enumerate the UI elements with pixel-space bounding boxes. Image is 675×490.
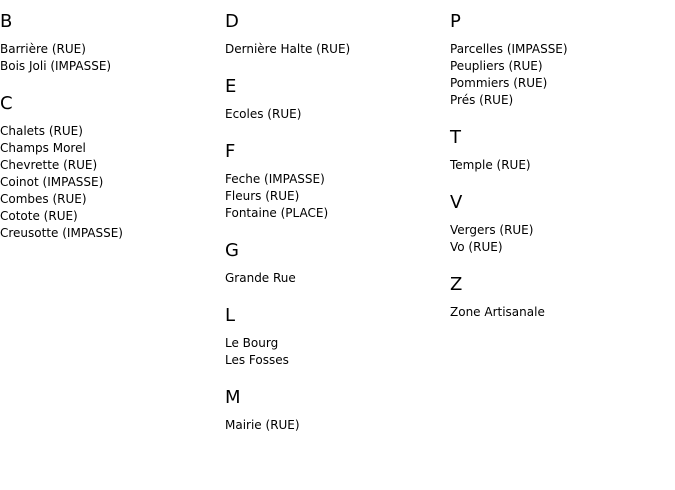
street-item: Bois Joli (IMPASSE) [0,59,112,73]
letter-heading-z: Z [450,274,463,295]
letter-section-p [450,11,670,109]
street-item: Creusotte (IMPASSE) [0,226,123,240]
street-list-l [225,335,445,369]
street-list-t [450,157,670,174]
letter-heading-l: L [225,305,236,326]
letter-heading-p: P [450,11,461,32]
letter-heading-f: F [225,141,236,162]
street-item: Zone Artisanale [450,305,545,319]
index-column-3 [450,11,670,339]
street-list-p [450,41,670,109]
letter-section-d [225,11,445,58]
letter-section-z [450,274,670,321]
street-item: Le Bourg [225,336,279,350]
index-column-2 [225,11,445,452]
letter-section-f [225,141,445,222]
street-list-g [225,270,445,287]
street-item: Vergers (RUE) [450,223,534,237]
street-item: Feche (IMPASSE) [225,172,325,186]
letter-heading-v: V [450,192,463,213]
street-item: Fontaine (PLACE) [225,206,329,220]
street-item: Champs Morel [0,141,86,155]
index-column-1 [0,11,220,260]
letter-heading-c: C [0,93,13,114]
letter-section-c [0,93,220,242]
street-item: Fleurs (RUE) [225,189,300,203]
street-list-m [225,417,445,434]
letter-section-e [225,76,445,123]
letter-heading-t: T [450,127,461,148]
street-item: Les Fosses [225,353,289,367]
street-item: Grande Rue [225,271,296,285]
letter-section-v [450,192,670,256]
street-item: Parcelles (IMPASSE) [450,42,568,56]
street-item: Temple (RUE) [450,158,531,172]
street-item: Cotote (RUE) [0,209,78,223]
street-item: Dernière Halte (RUE) [225,42,351,56]
street-item: Ecoles (RUE) [225,107,302,121]
letter-section-m [225,387,445,434]
street-item: Prés (RUE) [450,93,514,107]
street-item: Mairie (RUE) [225,418,300,432]
street-list-e [225,106,445,123]
street-item: Barrière (RUE) [0,42,86,56]
street-item: Peupliers (RUE) [450,59,543,73]
street-list-c [0,123,220,242]
letter-section-b [0,11,220,75]
letter-heading-g: G [225,240,239,261]
street-list-b [0,41,220,75]
letter-heading-e: E [225,76,237,97]
letter-heading-d: D [225,11,239,32]
street-item: Combes (RUE) [0,192,87,206]
letter-section-g [225,240,445,287]
street-item: Vo (RUE) [450,240,503,254]
street-list-z [450,304,670,321]
letter-heading-m: M [225,387,241,408]
street-list-d [225,41,445,58]
street-item: Chevrette (RUE) [0,158,98,172]
street-list-f [225,171,445,222]
street-item: Pommiers (RUE) [450,76,548,90]
letter-section-t [450,127,670,174]
letter-heading-b: B [0,11,13,32]
street-item: Chalets (RUE) [0,124,83,138]
letter-section-l [225,305,445,369]
street-list-v [450,222,670,256]
street-item: Coinot (IMPASSE) [0,175,104,189]
